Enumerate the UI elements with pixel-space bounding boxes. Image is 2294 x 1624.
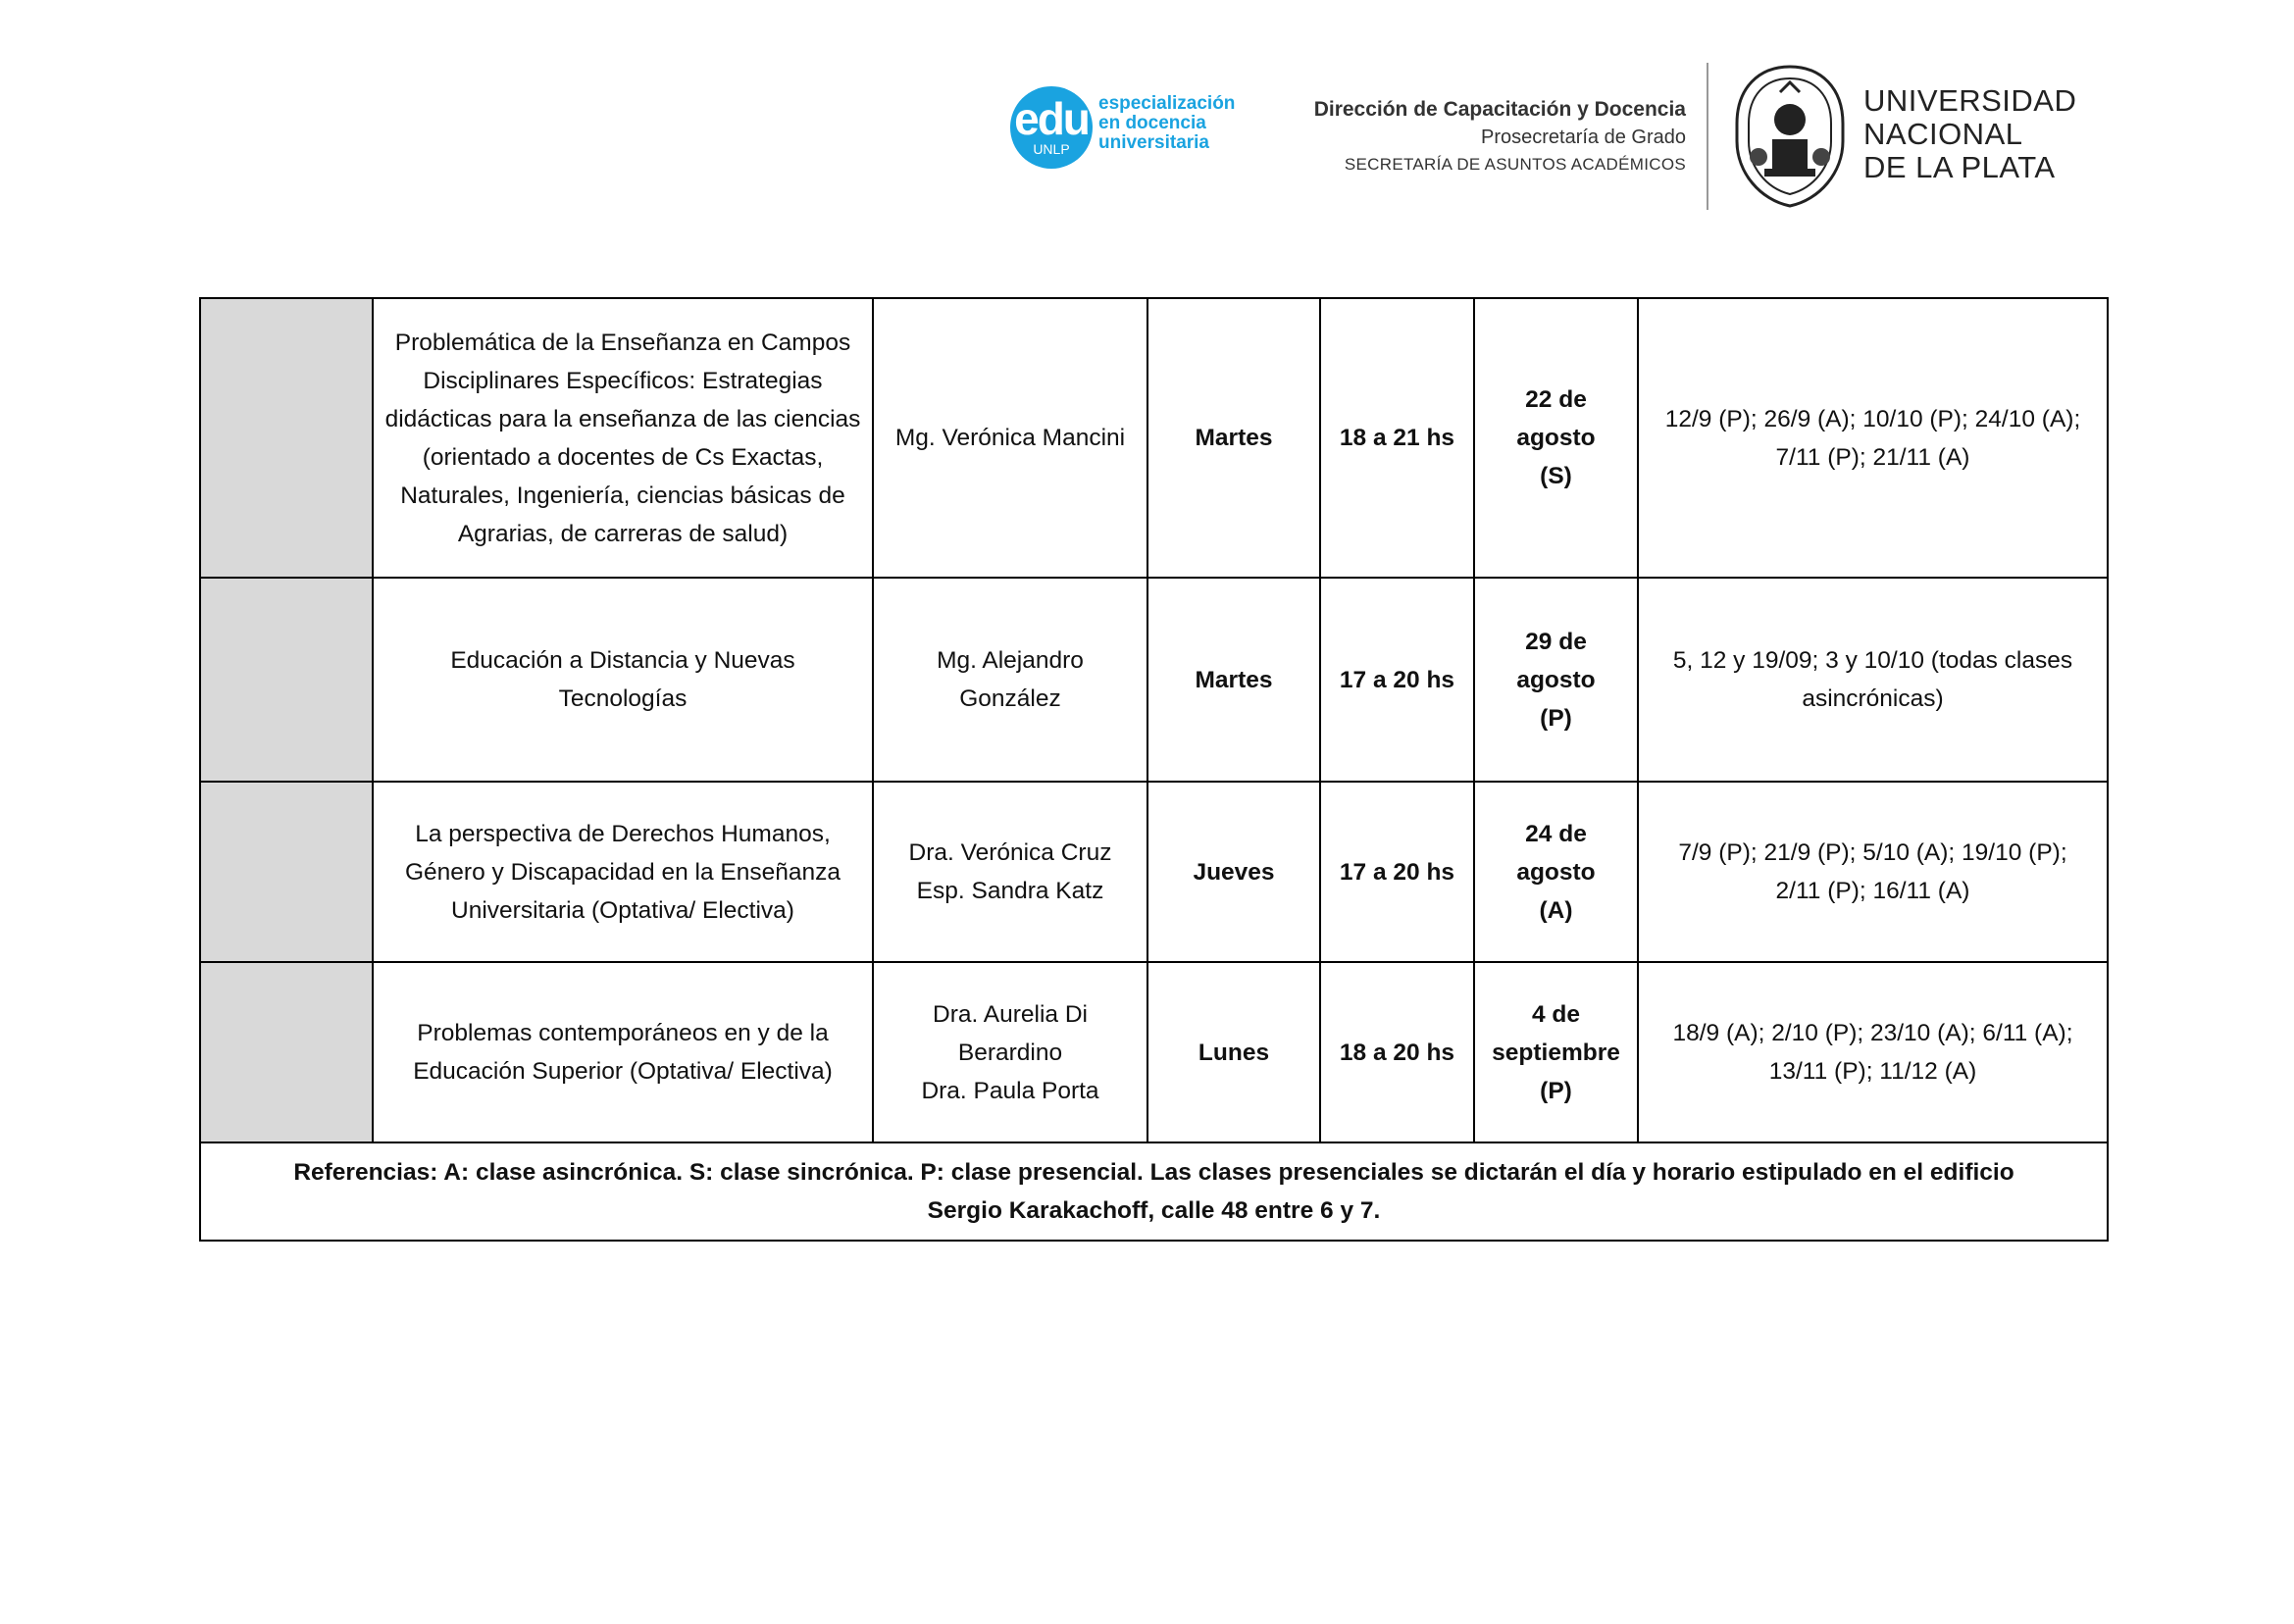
table-row [200, 782, 2108, 962]
start-date-line: 24 de agosto [1516, 820, 1596, 886]
class-dates-cell [1638, 962, 2108, 1142]
day-cell: Lunes [1147, 962, 1320, 1142]
university-name-line: UNIVERSIDAD [1863, 83, 2077, 118]
references-line: Referencias: A: clase asincrónica. S: clase sincrónica. P: clase presencial. Las clases presenciales se dictarán el día y horario estipulado en el edificio [293, 1159, 2014, 1186]
hours-cell: 17 a 20 hs [1320, 782, 1474, 962]
hours-cell: 18 a 20 hs [1320, 962, 1474, 1142]
start-date-cell [1474, 962, 1638, 1142]
start-date-line: 4 de [1531, 1000, 1581, 1028]
references-row [200, 1142, 2108, 1241]
course-line: Disciplinares Específicos: Estrategias [423, 367, 823, 394]
table-row [200, 298, 2108, 578]
edu-badge [1010, 86, 1093, 169]
course-line: Naturales, Ingeniería, ciencias básicas de [400, 482, 845, 509]
start-date-cell [1474, 578, 1638, 782]
course-line: Educación a Distancia y Nuevas Tecnologías [450, 647, 795, 712]
edu-logo-line: especialización [1098, 93, 1236, 114]
row-marker-cell [200, 962, 373, 1142]
course-line: Universitaria (Optativa/ Electiva) [451, 896, 794, 924]
day-cell: Martes [1147, 578, 1320, 782]
day-cell: Jueves [1147, 782, 1320, 962]
direction-subtitle: Prosecretaría de Grado [1481, 127, 1686, 148]
class-dates-line: 5, 12 y 19/09; 3 y 10/10 (todas clases [1672, 647, 2073, 674]
edu-unlp-logo [1010, 86, 1236, 169]
unlp-seal-icon [1731, 63, 1849, 210]
university-name-line: DE LA PLATA [1863, 150, 2056, 184]
class-dates-line: 2/11 (P); 16/11 (A) [1775, 878, 1970, 904]
class-dates-cell [1638, 578, 2108, 782]
course-cell [373, 298, 873, 578]
table-row [200, 962, 2108, 1142]
university-name [1863, 84, 2076, 184]
header-divider [1707, 63, 1708, 210]
start-date-cell [1474, 782, 1638, 962]
teacher-line: Mg. Verónica Mancini [894, 425, 1126, 451]
teacher-line: Berardino [957, 1039, 1063, 1066]
direction-title: Dirección de Capacitación y Docencia [1313, 98, 1686, 121]
course-line: Educación Superior (Optativa/ Electiva) [413, 1058, 833, 1085]
course-cell [373, 578, 873, 782]
course-line: Problemática de la Enseñanza en Campos [394, 329, 851, 356]
class-dates-line: 7/9 (P); 21/9 (P); 5/10 (A); 19/10 (P); [1678, 839, 2067, 866]
edu-logo-line: universitaria [1098, 132, 1209, 153]
class-dates-cell [1638, 298, 2108, 578]
course-line: Problemas contemporáneos en y de la [417, 1020, 829, 1046]
teacher-cell [873, 962, 1147, 1142]
edu-badge-word: edu [1014, 93, 1089, 144]
teacher-line: González [959, 685, 1061, 712]
class-dates-line: 13/11 (P); 11/12 (A) [1768, 1058, 1977, 1085]
start-date-line: 29 de agosto [1516, 628, 1596, 693]
direction-block [1314, 96, 1686, 178]
row-marker-cell [200, 298, 373, 578]
class-dates-line: 7/11 (P); 21/11 (A) [1775, 443, 1970, 471]
university-name-line: NACIONAL [1863, 117, 2023, 151]
start-date-line: septiembre [1492, 1039, 1620, 1066]
course-cell [373, 962, 873, 1142]
teacher-cell [873, 782, 1147, 962]
table-row [200, 578, 2108, 782]
teacher-line: Dra. Aurelia Di [933, 1000, 1088, 1028]
course-line: Género y Discapacidad en la Enseñanza [404, 858, 841, 886]
course-cell [373, 782, 873, 962]
schedule-table [199, 297, 2109, 1242]
edu-logo-line: en docencia [1098, 113, 1206, 133]
teacher-line: Esp. Sandra Katz [916, 878, 1104, 904]
row-marker-cell [200, 578, 373, 782]
start-date-line: (S) [1540, 463, 1572, 489]
class-dates-cell [1638, 782, 2108, 962]
row-marker-cell [200, 782, 373, 962]
teacher-line: Dra. Paula Porta [921, 1077, 1099, 1104]
course-line: Agrarias, de carreras de salud) [457, 520, 789, 547]
teacher-cell [873, 298, 1147, 578]
start-date-line: (P) [1540, 1077, 1572, 1104]
teacher-cell [873, 578, 1147, 782]
class-dates-line: 18/9 (A); 2/10 (P); 23/10 (A); 6/11 (A); [1672, 1020, 2073, 1046]
hours-cell: 18 a 21 hs [1320, 298, 1474, 578]
class-dates-line: asincrónicas) [1802, 685, 1944, 712]
teacher-line: Dra. Verónica Cruz [908, 839, 1112, 866]
class-dates-line: 12/9 (P); 26/9 (A); 10/10 (P); 24/10 (A); [1664, 405, 2081, 432]
references-line: Sergio Karakachoff, calle 48 entre 6 y 7. [927, 1197, 1381, 1224]
edu-badge-sub: UNLP [1033, 141, 1070, 157]
start-date-cell [1474, 298, 1638, 578]
start-date-line: (A) [1539, 896, 1573, 924]
start-date-line: 22 de agosto [1516, 386, 1596, 451]
start-date-line: (P) [1540, 704, 1572, 732]
course-line: (orientado a docentes de Cs Exactas, [422, 443, 824, 471]
course-line: didácticas para la enseñanza de las ciencias [384, 405, 861, 432]
teacher-line: Mg. Alejandro [937, 647, 1084, 674]
course-line: La perspectiva de Derechos Humanos, [415, 820, 831, 847]
direction-secretariat: SECRETARÍA DE ASUNTOS ACADÉMICOS [1344, 155, 1686, 174]
edu-logo-text [1098, 94, 1235, 153]
hours-cell: 17 a 20 hs [1320, 578, 1474, 782]
day-cell: Martes [1147, 298, 1320, 578]
references-cell [200, 1142, 2108, 1241]
